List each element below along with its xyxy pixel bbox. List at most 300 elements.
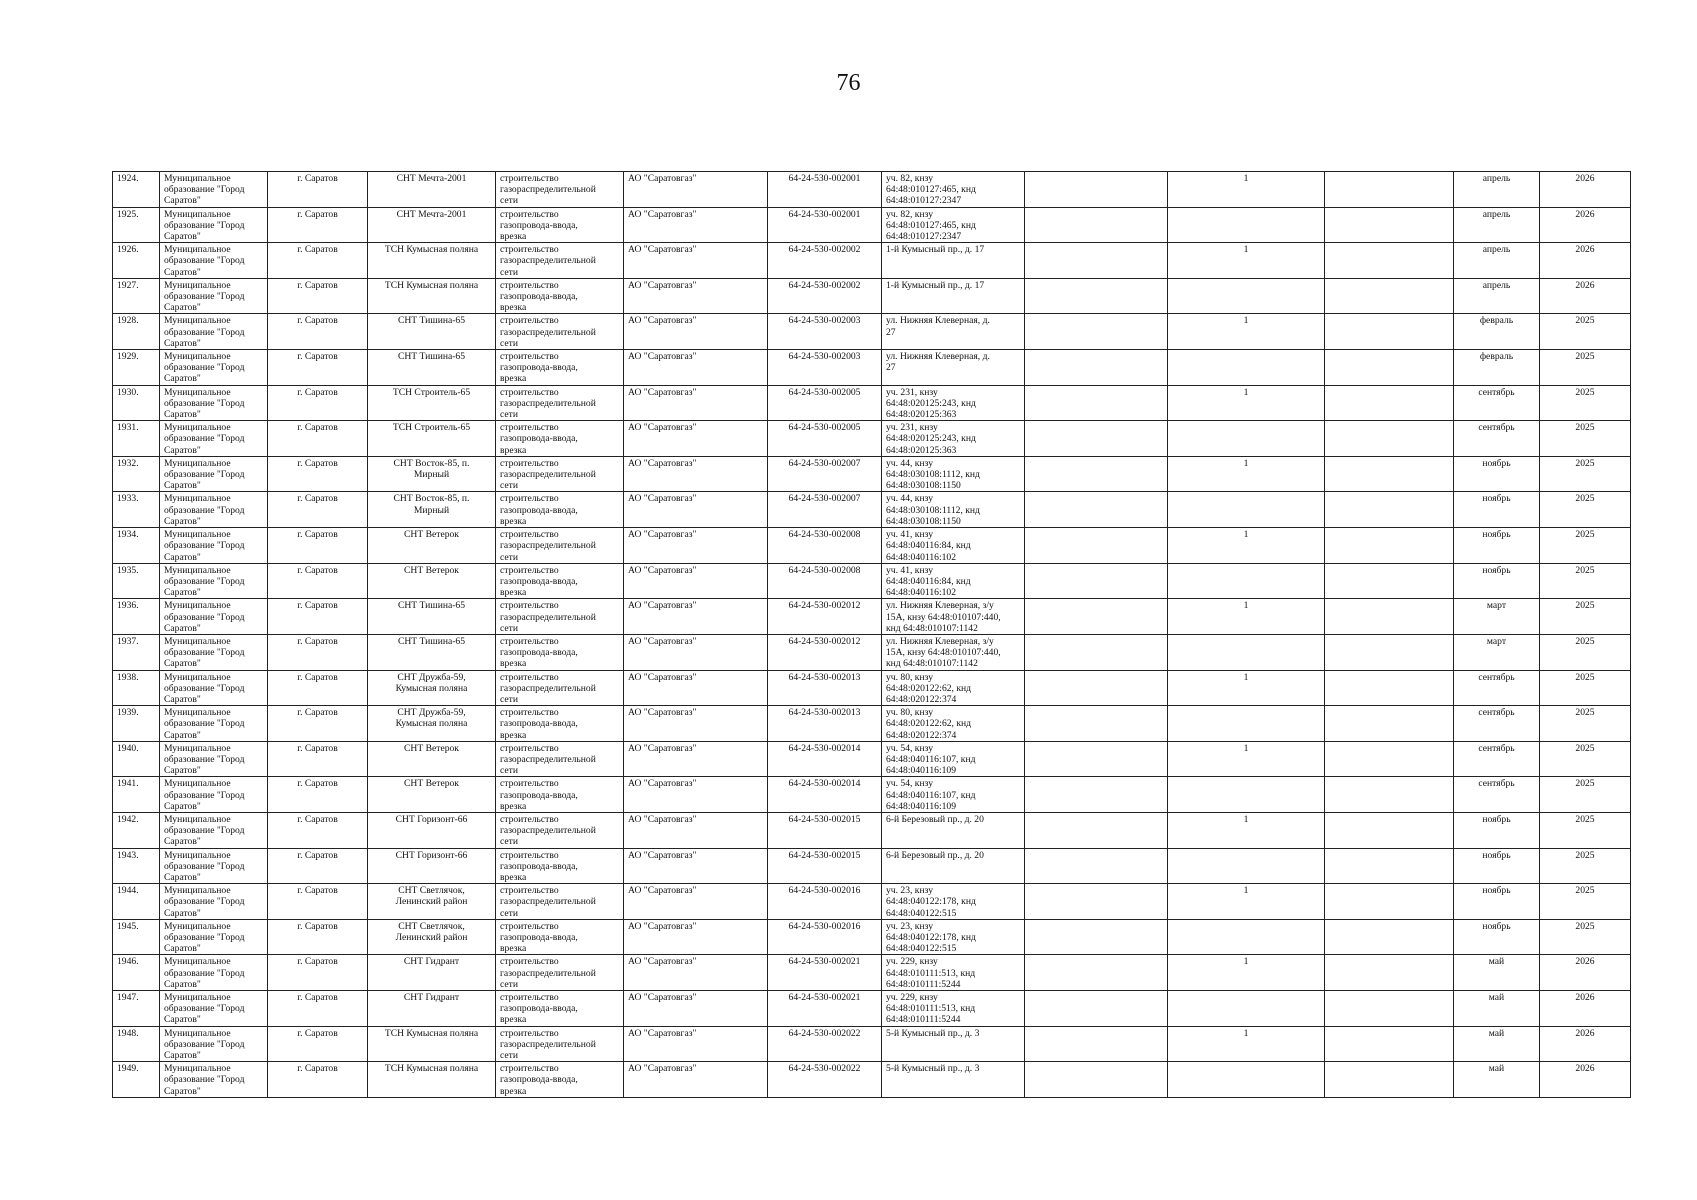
cell-count: 1 — [1168, 528, 1325, 564]
cell-number: 1940. — [113, 741, 160, 777]
cell-organization: АО "Саратовгаз" — [624, 528, 768, 564]
cell-year: 2026 — [1540, 243, 1631, 279]
cell-city: г. Саратов — [268, 848, 368, 884]
cell-municipality: Муниципальное образование "Город Саратов" — [160, 385, 268, 421]
cell-empty — [1025, 456, 1168, 492]
cell-month: ноябрь — [1454, 919, 1540, 955]
cell-year: 2025 — [1540, 528, 1631, 564]
cell-organization: АО "Саратовгаз" — [624, 777, 768, 813]
cell-address: 6-й Березовый пр., д. 20 — [882, 812, 1025, 848]
cell-month: май — [1454, 991, 1540, 1027]
cell-address: уч. 54, кнзу 64:48:040116:107, кнд 64:48:040116:109 — [882, 777, 1025, 813]
cell-empty — [1025, 243, 1168, 279]
table-row — [113, 492, 1631, 528]
cell-empty — [1325, 884, 1454, 920]
table-row — [113, 741, 1631, 777]
cell-city: г. Саратов — [268, 528, 368, 564]
cell-organization: АО "Саратовгаз" — [624, 492, 768, 528]
cell-year: 2026 — [1540, 955, 1631, 991]
cell-partnership: СНТ Ветерок — [368, 777, 496, 813]
registry-body — [113, 172, 1631, 1098]
cell-work-type: строительство газораспределительной сети — [496, 243, 624, 279]
cell-month: ноябрь — [1454, 492, 1540, 528]
cell-organization: АО "Саратовгаз" — [624, 884, 768, 920]
cell-municipality: Муниципальное образование "Город Саратов" — [160, 350, 268, 386]
cell-month: сентябрь — [1454, 741, 1540, 777]
cell-empty — [1325, 563, 1454, 599]
cell-city: г. Саратов — [268, 492, 368, 528]
cell-empty — [1025, 1062, 1168, 1098]
cell-count: 1 — [1168, 456, 1325, 492]
table-row — [113, 1026, 1631, 1062]
cell-organization: АО "Саратовгаз" — [624, 207, 768, 243]
cell-organization: АО "Саратовгаз" — [624, 812, 768, 848]
cell-number: 1944. — [113, 884, 160, 920]
cell-count: 1 — [1168, 1026, 1325, 1062]
table-row — [113, 812, 1631, 848]
table-row — [113, 243, 1631, 279]
cell-partnership: СНТ Горизонт-66 — [368, 812, 496, 848]
cell-partnership: СНТ Тишина-65 — [368, 350, 496, 386]
cell-object-code: 64-24-530-002003 — [768, 350, 882, 386]
cell-partnership: ТСН Строитель-65 — [368, 385, 496, 421]
cell-object-code: 64-24-530-002008 — [768, 528, 882, 564]
cell-number: 1932. — [113, 456, 160, 492]
cell-count — [1168, 421, 1325, 457]
cell-object-code: 64-24-530-002005 — [768, 385, 882, 421]
cell-count: 1 — [1168, 955, 1325, 991]
cell-object-code: 64-24-530-002021 — [768, 955, 882, 991]
cell-empty — [1325, 991, 1454, 1027]
cell-month: ноябрь — [1454, 884, 1540, 920]
cell-number: 1926. — [113, 243, 160, 279]
cell-month: апрель — [1454, 172, 1540, 208]
cell-object-code: 64-24-530-002014 — [768, 741, 882, 777]
cell-empty — [1025, 1026, 1168, 1062]
cell-municipality: Муниципальное образование "Город Саратов" — [160, 314, 268, 350]
cell-count: 1 — [1168, 599, 1325, 635]
cell-month: февраль — [1454, 350, 1540, 386]
cell-work-type: строительство газораспределительной сети — [496, 955, 624, 991]
cell-object-code: 64-24-530-002005 — [768, 421, 882, 457]
cell-empty — [1025, 634, 1168, 670]
cell-month: ноябрь — [1454, 563, 1540, 599]
cell-empty — [1025, 563, 1168, 599]
cell-partnership: СНТ Дружба-59, Кумысная поляна — [368, 706, 496, 742]
cell-count — [1168, 706, 1325, 742]
cell-city: г. Саратов — [268, 670, 368, 706]
cell-organization: АО "Саратовгаз" — [624, 706, 768, 742]
cell-month: апрель — [1454, 243, 1540, 279]
cell-month: май — [1454, 955, 1540, 991]
cell-month: сентябрь — [1454, 706, 1540, 742]
cell-city: г. Саратов — [268, 884, 368, 920]
cell-city: г. Саратов — [268, 706, 368, 742]
registry-table — [112, 171, 1631, 1098]
cell-partnership: СНТ Тишина-65 — [368, 599, 496, 635]
cell-organization: АО "Саратовгаз" — [624, 421, 768, 457]
cell-municipality: Муниципальное образование "Город Саратов" — [160, 670, 268, 706]
cell-number: 1949. — [113, 1062, 160, 1098]
cell-empty — [1325, 1026, 1454, 1062]
table-row — [113, 385, 1631, 421]
cell-address: уч. 231, кнзу 64:48:020125:243, кнд 64:48:020125:363 — [882, 421, 1025, 457]
cell-city: г. Саратов — [268, 278, 368, 314]
cell-partnership: СНТ Горизонт-66 — [368, 848, 496, 884]
cell-month: март — [1454, 634, 1540, 670]
cell-empty — [1025, 812, 1168, 848]
cell-year: 2025 — [1540, 812, 1631, 848]
table-row — [113, 919, 1631, 955]
cell-address: уч. 80, кнзу 64:48:020122:62, кнд 64:48:020122:374 — [882, 706, 1025, 742]
cell-count: 1 — [1168, 812, 1325, 848]
cell-city: г. Саратов — [268, 634, 368, 670]
cell-city: г. Саратов — [268, 919, 368, 955]
cell-empty — [1325, 955, 1454, 991]
cell-city: г. Саратов — [268, 456, 368, 492]
cell-work-type: строительство газораспределительной сети — [496, 884, 624, 920]
cell-organization: АО "Саратовгаз" — [624, 848, 768, 884]
cell-organization: АО "Саратовгаз" — [624, 385, 768, 421]
cell-count — [1168, 492, 1325, 528]
table-row — [113, 706, 1631, 742]
cell-object-code: 64-24-530-002016 — [768, 884, 882, 920]
cell-partnership: СНТ Тишина-65 — [368, 314, 496, 350]
cell-empty — [1325, 278, 1454, 314]
cell-number: 1930. — [113, 385, 160, 421]
cell-empty — [1025, 777, 1168, 813]
cell-municipality: Муниципальное образование "Город Саратов" — [160, 563, 268, 599]
cell-work-type: строительство газораспределительной сети — [496, 528, 624, 564]
cell-partnership: ТСН Кумысная поляна — [368, 243, 496, 279]
cell-organization: АО "Саратовгаз" — [624, 172, 768, 208]
cell-object-code: 64-24-530-002007 — [768, 456, 882, 492]
cell-work-type: строительство газопровода-ввода, врезка — [496, 492, 624, 528]
cell-address: уч. 231, кнзу 64:48:020125:243, кнд 64:48:020125:363 — [882, 385, 1025, 421]
cell-city: г. Саратов — [268, 777, 368, 813]
cell-city: г. Саратов — [268, 207, 368, 243]
cell-city: г. Саратов — [268, 599, 368, 635]
cell-organization: АО "Саратовгаз" — [624, 991, 768, 1027]
cell-city: г. Саратов — [268, 1026, 368, 1062]
cell-empty — [1325, 350, 1454, 386]
cell-work-type: строительство газопровода-ввода, врезка — [496, 706, 624, 742]
table-row — [113, 278, 1631, 314]
cell-empty — [1025, 991, 1168, 1027]
table-row — [113, 421, 1631, 457]
cell-number: 1948. — [113, 1026, 160, 1062]
cell-year: 2025 — [1540, 421, 1631, 457]
cell-address: уч. 82, кнзу 64:48:010127:465, кнд 64:48:010127:2347 — [882, 207, 1025, 243]
cell-address: 6-й Березовый пр., д. 20 — [882, 848, 1025, 884]
cell-year: 2026 — [1540, 207, 1631, 243]
cell-count — [1168, 634, 1325, 670]
cell-number: 1935. — [113, 563, 160, 599]
cell-year: 2026 — [1540, 991, 1631, 1027]
cell-count: 1 — [1168, 314, 1325, 350]
cell-organization: АО "Саратовгаз" — [624, 599, 768, 635]
cell-work-type: строительство газораспределительной сети — [496, 599, 624, 635]
cell-municipality: Муниципальное образование "Город Саратов" — [160, 456, 268, 492]
cell-empty — [1325, 456, 1454, 492]
cell-empty — [1025, 884, 1168, 920]
cell-partnership: ТСН Строитель-65 — [368, 421, 496, 457]
cell-empty — [1325, 207, 1454, 243]
cell-object-code: 64-24-530-002008 — [768, 563, 882, 599]
cell-year: 2026 — [1540, 1026, 1631, 1062]
cell-organization: АО "Саратовгаз" — [624, 350, 768, 386]
cell-number: 1924. — [113, 172, 160, 208]
cell-city: г. Саратов — [268, 812, 368, 848]
cell-address: уч. 23, кнзу 64:48:040122:178, кнд 64:48:040122:515 — [882, 884, 1025, 920]
cell-municipality: Муниципальное образование "Город Саратов" — [160, 243, 268, 279]
cell-number: 1933. — [113, 492, 160, 528]
cell-address: ул. Нижняя Клеверная, д. 27 — [882, 314, 1025, 350]
cell-address: ул. Нижняя Клеверная, з/у 15А, кнзу 64:48:010107:440, кнд 64:48:010107:1142 — [882, 599, 1025, 635]
cell-work-type: строительство газопровода-ввода, врезка — [496, 207, 624, 243]
cell-month: апрель — [1454, 278, 1540, 314]
cell-address: 5-й Кумысный пр., д. 3 — [882, 1026, 1025, 1062]
page-number: 76 — [836, 70, 861, 96]
cell-number: 1929. — [113, 350, 160, 386]
cell-partnership: СНТ Мечта-2001 — [368, 172, 496, 208]
cell-city: г. Саратов — [268, 314, 368, 350]
cell-address: уч. 41, кнзу 64:48:040116:84, кнд 64:48:040116:102 — [882, 563, 1025, 599]
cell-month: сентябрь — [1454, 670, 1540, 706]
cell-work-type: строительство газораспределительной сети — [496, 314, 624, 350]
cell-partnership: СНТ Ветерок — [368, 741, 496, 777]
cell-count — [1168, 919, 1325, 955]
cell-empty — [1025, 670, 1168, 706]
cell-address: ул. Нижняя Клеверная, д. 27 — [882, 350, 1025, 386]
cell-empty — [1025, 955, 1168, 991]
table-row — [113, 456, 1631, 492]
table-row — [113, 1062, 1631, 1098]
cell-city: г. Саратов — [268, 421, 368, 457]
cell-empty — [1025, 528, 1168, 564]
cell-work-type: строительство газопровода-ввода, врезка — [496, 777, 624, 813]
cell-partnership: СНТ Восток-85, п. Мирный — [368, 456, 496, 492]
cell-partnership: СНТ Гидрант — [368, 991, 496, 1027]
cell-empty — [1025, 172, 1168, 208]
cell-year: 2025 — [1540, 563, 1631, 599]
cell-address: 5-й Кумысный пр., д. 3 — [882, 1062, 1025, 1098]
cell-empty — [1325, 528, 1454, 564]
table-row — [113, 848, 1631, 884]
cell-number: 1946. — [113, 955, 160, 991]
cell-month: сентябрь — [1454, 777, 1540, 813]
cell-object-code: 64-24-530-002015 — [768, 848, 882, 884]
cell-municipality: Муниципальное образование "Город Саратов" — [160, 991, 268, 1027]
cell-municipality: Муниципальное образование "Город Саратов" — [160, 278, 268, 314]
cell-partnership: СНТ Мечта-2001 — [368, 207, 496, 243]
cell-year: 2025 — [1540, 706, 1631, 742]
cell-empty — [1325, 492, 1454, 528]
cell-organization: АО "Саратовгаз" — [624, 278, 768, 314]
cell-address: уч. 44, кнзу 64:48:030108:1112, кнд 64:48:030108:1150 — [882, 456, 1025, 492]
table-row — [113, 955, 1631, 991]
cell-city: г. Саратов — [268, 385, 368, 421]
cell-work-type: строительство газопровода-ввода, врезка — [496, 563, 624, 599]
cell-year: 2025 — [1540, 777, 1631, 813]
cell-address: уч. 23, кнзу 64:48:040122:178, кнд 64:48:040122:515 — [882, 919, 1025, 955]
cell-object-code: 64-24-530-002013 — [768, 670, 882, 706]
cell-number: 1945. — [113, 919, 160, 955]
cell-number: 1934. — [113, 528, 160, 564]
table-row — [113, 670, 1631, 706]
cell-count: 1 — [1168, 385, 1325, 421]
cell-count — [1168, 777, 1325, 813]
cell-month: март — [1454, 599, 1540, 635]
cell-month: сентябрь — [1454, 385, 1540, 421]
cell-address: уч. 229, кнзу 64:48:010111:513, кнд 64:48:010111:5244 — [882, 955, 1025, 991]
cell-empty — [1325, 599, 1454, 635]
cell-empty — [1025, 350, 1168, 386]
cell-partnership: СНТ Восток-85, п. Мирный — [368, 492, 496, 528]
table-row — [113, 599, 1631, 635]
cell-empty — [1025, 706, 1168, 742]
cell-count: 1 — [1168, 670, 1325, 706]
table-row — [113, 884, 1631, 920]
cell-year: 2026 — [1540, 172, 1631, 208]
cell-organization: АО "Саратовгаз" — [624, 563, 768, 599]
cell-number: 1943. — [113, 848, 160, 884]
table-row — [113, 528, 1631, 564]
cell-month: ноябрь — [1454, 456, 1540, 492]
cell-count: 1 — [1168, 243, 1325, 279]
cell-month: май — [1454, 1062, 1540, 1098]
cell-number: 1931. — [113, 421, 160, 457]
cell-year: 2025 — [1540, 848, 1631, 884]
cell-number: 1927. — [113, 278, 160, 314]
table-row — [113, 563, 1631, 599]
cell-month: май — [1454, 1026, 1540, 1062]
cell-work-type: строительство газораспределительной сети — [496, 385, 624, 421]
cell-object-code: 64-24-530-002013 — [768, 706, 882, 742]
cell-empty — [1325, 1062, 1454, 1098]
cell-year: 2025 — [1540, 314, 1631, 350]
cell-work-type: строительство газопровода-ввода, врезка — [496, 634, 624, 670]
cell-municipality: Муниципальное образование "Город Саратов" — [160, 492, 268, 528]
cell-month: ноябрь — [1454, 812, 1540, 848]
cell-empty — [1025, 207, 1168, 243]
cell-count — [1168, 563, 1325, 599]
cell-partnership: ТСН Кумысная поляна — [368, 1062, 496, 1098]
cell-object-code: 64-24-530-002012 — [768, 599, 882, 635]
cell-object-code: 64-24-530-002002 — [768, 243, 882, 279]
cell-partnership: ТСН Кумысная поляна — [368, 1026, 496, 1062]
table-row — [113, 991, 1631, 1027]
cell-address: 1-й Кумысный пр., д. 17 — [882, 278, 1025, 314]
cell-empty — [1025, 919, 1168, 955]
cell-municipality: Муниципальное образование "Город Саратов" — [160, 706, 268, 742]
cell-municipality: Муниципальное образование "Город Саратов" — [160, 599, 268, 635]
table-row — [113, 634, 1631, 670]
cell-year: 2025 — [1540, 456, 1631, 492]
cell-number: 1941. — [113, 777, 160, 813]
cell-partnership: СНТ Светлячок, Ленинский район — [368, 884, 496, 920]
cell-object-code: 64-24-530-002001 — [768, 172, 882, 208]
cell-number: 1938. — [113, 670, 160, 706]
cell-empty — [1025, 492, 1168, 528]
cell-number: 1936. — [113, 599, 160, 635]
cell-empty — [1025, 314, 1168, 350]
cell-work-type: строительство газопровода-ввода, врезка — [496, 919, 624, 955]
cell-count — [1168, 1062, 1325, 1098]
cell-empty — [1325, 243, 1454, 279]
cell-city: г. Саратов — [268, 243, 368, 279]
cell-number: 1939. — [113, 706, 160, 742]
cell-partnership: ТСН Кумысная поляна — [368, 278, 496, 314]
cell-empty — [1025, 848, 1168, 884]
cell-count — [1168, 350, 1325, 386]
cell-empty — [1325, 741, 1454, 777]
cell-address: уч. 82, кнзу 64:48:010127:465, кнд 64:48:010127:2347 — [882, 172, 1025, 208]
cell-count: 1 — [1168, 884, 1325, 920]
cell-count — [1168, 848, 1325, 884]
cell-address: уч. 44, кнзу 64:48:030108:1112, кнд 64:48:030108:1150 — [882, 492, 1025, 528]
cell-partnership: СНТ Ветерок — [368, 528, 496, 564]
cell-empty — [1325, 706, 1454, 742]
cell-empty — [1325, 421, 1454, 457]
cell-address: уч. 54, кнзу 64:48:040116:107, кнд 64:48:040116:109 — [882, 741, 1025, 777]
cell-month: ноябрь — [1454, 528, 1540, 564]
cell-municipality: Муниципальное образование "Город Саратов" — [160, 207, 268, 243]
cell-city: г. Саратов — [268, 563, 368, 599]
cell-organization: АО "Саратовгаз" — [624, 456, 768, 492]
cell-address: 1-й Кумысный пр., д. 17 — [882, 243, 1025, 279]
cell-year: 2025 — [1540, 884, 1631, 920]
cell-work-type: строительство газопровода-ввода, врезка — [496, 1062, 624, 1098]
cell-number: 1928. — [113, 314, 160, 350]
cell-empty — [1025, 421, 1168, 457]
cell-empty — [1025, 278, 1168, 314]
cell-organization: АО "Саратовгаз" — [624, 670, 768, 706]
cell-city: г. Саратов — [268, 955, 368, 991]
cell-municipality: Муниципальное образование "Город Саратов" — [160, 919, 268, 955]
cell-partnership: СНТ Дружба-59, Кумысная поляна — [368, 670, 496, 706]
table-row — [113, 172, 1631, 208]
cell-empty — [1325, 314, 1454, 350]
cell-organization: АО "Саратовгаз" — [624, 314, 768, 350]
table-row — [113, 350, 1631, 386]
cell-organization: АО "Саратовгаз" — [624, 1026, 768, 1062]
cell-object-code: 64-24-530-002021 — [768, 991, 882, 1027]
cell-number: 1937. — [113, 634, 160, 670]
cell-municipality: Муниципальное образование "Город Саратов" — [160, 172, 268, 208]
cell-municipality: Муниципальное образование "Город Саратов" — [160, 1062, 268, 1098]
cell-year: 2025 — [1540, 741, 1631, 777]
cell-object-code: 64-24-530-002002 — [768, 278, 882, 314]
cell-empty — [1025, 385, 1168, 421]
cell-partnership: СНТ Гидрант — [368, 955, 496, 991]
cell-city: г. Саратов — [268, 350, 368, 386]
cell-organization: АО "Саратовгаз" — [624, 955, 768, 991]
cell-count — [1168, 278, 1325, 314]
cell-work-type: строительство газопровода-ввода, врезка — [496, 421, 624, 457]
cell-organization: АО "Саратовгаз" — [624, 243, 768, 279]
cell-empty — [1325, 385, 1454, 421]
cell-municipality: Муниципальное образование "Город Саратов" — [160, 1026, 268, 1062]
cell-object-code: 64-24-530-002014 — [768, 777, 882, 813]
cell-object-code: 64-24-530-002022 — [768, 1026, 882, 1062]
cell-empty — [1325, 670, 1454, 706]
cell-municipality: Муниципальное образование "Город Саратов" — [160, 955, 268, 991]
cell-number: 1942. — [113, 812, 160, 848]
cell-empty — [1025, 741, 1168, 777]
cell-year: 2025 — [1540, 919, 1631, 955]
cell-year: 2025 — [1540, 492, 1631, 528]
